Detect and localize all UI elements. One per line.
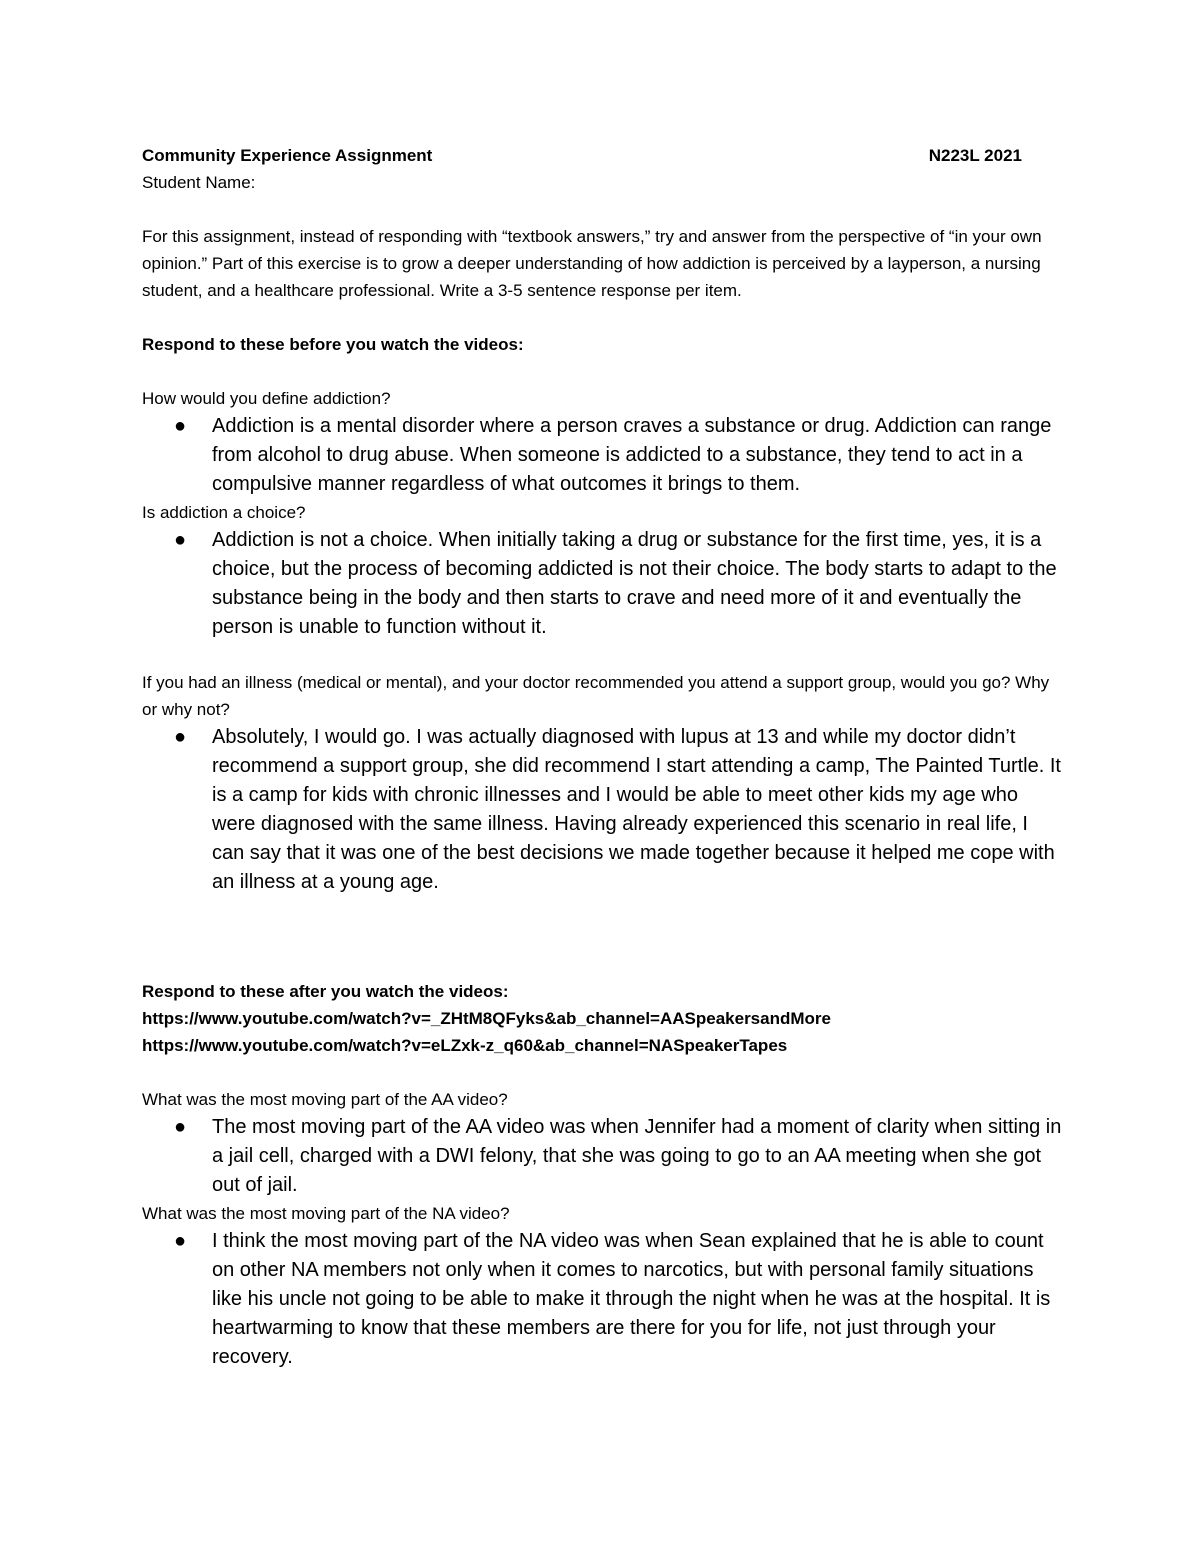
course-code: N223L 2021	[928, 146, 1022, 165]
question-na-video: What was the most moving part of the NA video?	[142, 1204, 510, 1223]
after-videos-heading: Respond to these after you watch the videos:	[142, 982, 509, 1001]
before-videos-heading: Respond to these before you watch the videos:	[142, 335, 524, 354]
bullet-icon: ●	[174, 415, 187, 437]
answer-text: Absolutely, I would go. I was actually diagnosed with lupus at 13 and while my doctor didn’t recommend a support group, she did recommend I start attending a camp, The Painted Turtle. It is a camp for kids with chronic illnesses and I would be able to meet other kids my age who were diagnosed with the same illness. Having already experienced this scenario in real life, I can say that it was one of the best decisions we made together because it helped me cope with an illness at a young age.	[212, 726, 1061, 893]
answer-addiction-choice	[142, 526, 1062, 642]
assignment-instructions: For this assignment, instead of responding with “textbook answers,” try and answer from the perspective of “in your own opinion.” Part of this exercise is to grow a deeper understanding of how addiction is perceived by a layperson, a nursing student, and a healthcare professional. Write a 3-5 sentence response per item.	[142, 227, 1042, 300]
question-define-addiction: How would you define addiction?	[142, 389, 391, 408]
answer-list	[142, 412, 1062, 499]
answer-aa-video	[142, 1113, 1062, 1200]
question-support-group: If you had an illness (medical or mental), and your doctor recommended you attend a support group, would you go? Why or why not?	[142, 673, 1050, 719]
bullet-icon: ●	[174, 1230, 187, 1252]
answer-na-video	[142, 1227, 1062, 1372]
bullet-icon: ●	[174, 1116, 187, 1138]
answer-text: Addiction is not a choice. When initially taking a drug or substance for the first time, yes, it is a choice, but the process of becoming addicted is not their choice. The body starts to adapt to the substance being in the body and then starts to crave and need more of it and eventually the person is unable to function without it.	[212, 529, 1057, 638]
na-video-link[interactable]: https://www.youtube.com/watch?v=eLZxk-z_q60&ab_channel=NASpeakerTapes	[142, 1036, 788, 1055]
aa-video-link[interactable]: https://www.youtube.com/watch?v=_ZHtM8QFyks&ab_channel=AASpeakersandMore	[142, 1009, 831, 1028]
answer-list	[142, 1113, 1062, 1200]
answer-list	[142, 526, 1062, 642]
question-addiction-choice: Is addiction a choice?	[142, 503, 306, 522]
answer-text: The most moving part of the AA video was when Jennifer had a moment of clarity when sitting in a jail cell, charged with a DWI felony, that she was going to go to an AA meeting when she got out of jail.	[212, 1116, 1062, 1196]
answer-list	[142, 1227, 1062, 1372]
question-aa-video: What was the most moving part of the AA video?	[142, 1090, 508, 1109]
student-name-label: Student Name:	[142, 173, 256, 192]
document-header	[142, 142, 1062, 169]
answer-list	[142, 723, 1062, 897]
bullet-icon: ●	[174, 726, 187, 748]
document-page	[142, 142, 1062, 1372]
answer-text: I think the most moving part of the NA video was when Sean explained that he is able to count on other NA members not only when it comes to narcotics, but with personal family situations like his uncle not going to be able to make it through the night when he was at the hospital. It is heartwarming to know that these members are there for you for life, not just through your recovery.	[212, 1230, 1051, 1368]
answer-define-addiction	[142, 412, 1062, 499]
answer-text: Addiction is a mental disorder where a person craves a substance or drug. Addiction can range from alcohol to drug abuse. When someone is addicted to a substance, they tend to act in a compulsive manner regardless of what outcomes it brings to them.	[212, 415, 1052, 495]
document-title: Community Experience Assignment	[142, 146, 433, 165]
answer-support-group	[142, 723, 1062, 897]
bullet-icon: ●	[174, 529, 187, 551]
